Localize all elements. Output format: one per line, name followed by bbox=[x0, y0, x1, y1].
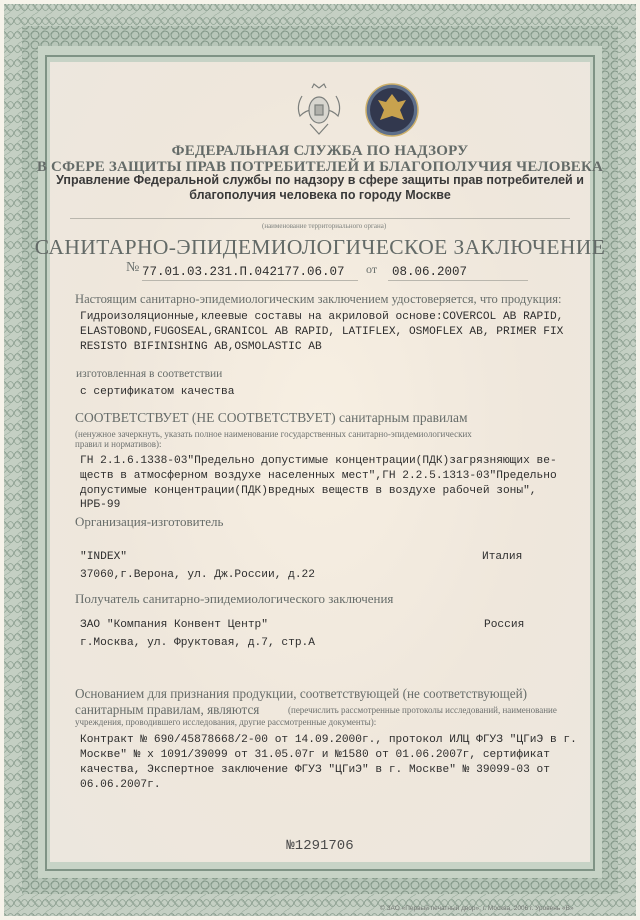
recipient-address: г.Москва, ул. Фруктовая, д.7, стр.А bbox=[80, 637, 315, 649]
conformity-line1: ГН 2.1.6.1338-03"Предельно допустимые концентрации(ПДК)загрязняющих ве- bbox=[80, 455, 557, 467]
product-line1: Гидроизоляционные,клеевые составы на акриловой основе:COVERCOL AB RAPID, bbox=[80, 311, 564, 323]
number-label: № bbox=[126, 260, 140, 275]
agency-title-line2: В СФЕРЕ ЗАЩИТЫ ПРАВ ПОТРЕБИТЕЛЕЙ И БЛАГОПОЛУЧИЯ ЧЕЛОВЕКА bbox=[36, 159, 604, 175]
document-title: САНИТАРНО-ЭПИДЕМИОЛОГИЧЕСКОЕ ЗАКЛЮЧЕНИЕ bbox=[34, 235, 606, 259]
conformity-line4: НРБ-99 bbox=[80, 499, 121, 511]
double-headed-eagle-emblem bbox=[290, 80, 348, 138]
manufacturer-address: 37060,г.Верона, ул. Дж.России, д.22 bbox=[80, 569, 315, 581]
number-underline bbox=[142, 280, 358, 281]
recipient-name: ЗАО "Компания Конвент Центр" bbox=[80, 619, 268, 631]
divider bbox=[70, 218, 570, 219]
product-line2: ELASTOBOND,FUGOSEAL,GRANICOL AB RAPID, LATIFLEX, OSMOFLEX AB, PRIMER FIX bbox=[80, 326, 564, 338]
date-label: от bbox=[366, 262, 378, 276]
product-line3: RESISTO BIFINISHING AB,OSMOLASTIC AB bbox=[80, 341, 322, 353]
conformity-note2: правил и нормативов): bbox=[75, 439, 162, 449]
manufacturer-name: "INDEX" bbox=[80, 551, 127, 563]
recipient-country: Россия bbox=[484, 619, 525, 631]
conformity-line3: допустимые концентрации(ПДК)вредных веществ в воздухе рабочей зоны", bbox=[80, 485, 537, 497]
conformity-line2: ществ в атмосферном воздухе населенных мест",ГН 2.2.5.1313-03"Предельно bbox=[80, 470, 557, 482]
basis-text1: Контракт № 690/45878668/2-00 от 14.09.2000г., протокол ИЛЦ ФГУЗ "ЦГиЭ в г. bbox=[80, 734, 577, 746]
manufacturer-label: Организация-изготовитель bbox=[75, 514, 224, 529]
manufacture-label: изготовленная в соответствии bbox=[76, 368, 223, 380]
basis-note-inline: (перечислить рассмотренные протоколы исследований, наименование bbox=[288, 705, 557, 715]
printer-footer: © ЗАО «Первый печатный двор», г. Москва, 2006 г. Уровень «В» bbox=[380, 905, 574, 912]
department-caption: (наименование территориального органа) bbox=[262, 222, 387, 230]
conformity-statement: СООТВЕТСТВУЕТ (НЕ СООТВЕТСТВУЕТ) санитарным правилам bbox=[75, 410, 468, 425]
basis-text3: качества, Экспертное заключение ФГУЗ "ЦГиЭ" в г. Москве" № 39099-03 от bbox=[80, 764, 550, 776]
manufacture-value: с сертификатом качества bbox=[80, 386, 235, 398]
document-number: 77.01.03.231.П.042177.06.07 bbox=[142, 265, 345, 279]
product-intro: Настоящим санитарно-эпидемиологическим заключением удостоверяется, что продукция: bbox=[75, 292, 562, 306]
conformity-note1: (ненужное зачеркнуть, указать полное наименование государственных санитарно-эпидемиологических bbox=[75, 429, 472, 439]
date-underline bbox=[388, 280, 528, 281]
serial-number: №1291706 bbox=[286, 838, 354, 854]
agency-title-line1: ФЕДЕРАЛЬНАЯ СЛУЖБА ПО НАДЗОРУ bbox=[171, 143, 469, 159]
department-line1: Управление Федеральной службы по надзору в сфере защиты прав потребителей и bbox=[56, 173, 584, 187]
basis-text4: 06.06.2007г. bbox=[80, 779, 161, 791]
department-line2: благополучия человека по городу Москве bbox=[189, 188, 451, 202]
recipient-label: Получатель санитарно-эпидемиологического заключения bbox=[75, 591, 394, 606]
manufacturer-country: Италия bbox=[482, 551, 523, 563]
basis-text2: Москве" № х 1091/39099 от 31.05.07г и №1580 от 01.06.2007г, сертификат bbox=[80, 749, 550, 761]
basis-line1: Основанием для признания продукции, соответствующей (не соответствующей) bbox=[75, 686, 528, 701]
basis-line2: санитарным правилам, являются bbox=[75, 702, 260, 717]
document-date: 08.06.2007 bbox=[392, 265, 468, 279]
basis-note2: учреждения, проводившего исследования, другие рассмотренные документы): bbox=[75, 717, 377, 727]
agency-seal-emblem bbox=[364, 82, 420, 138]
